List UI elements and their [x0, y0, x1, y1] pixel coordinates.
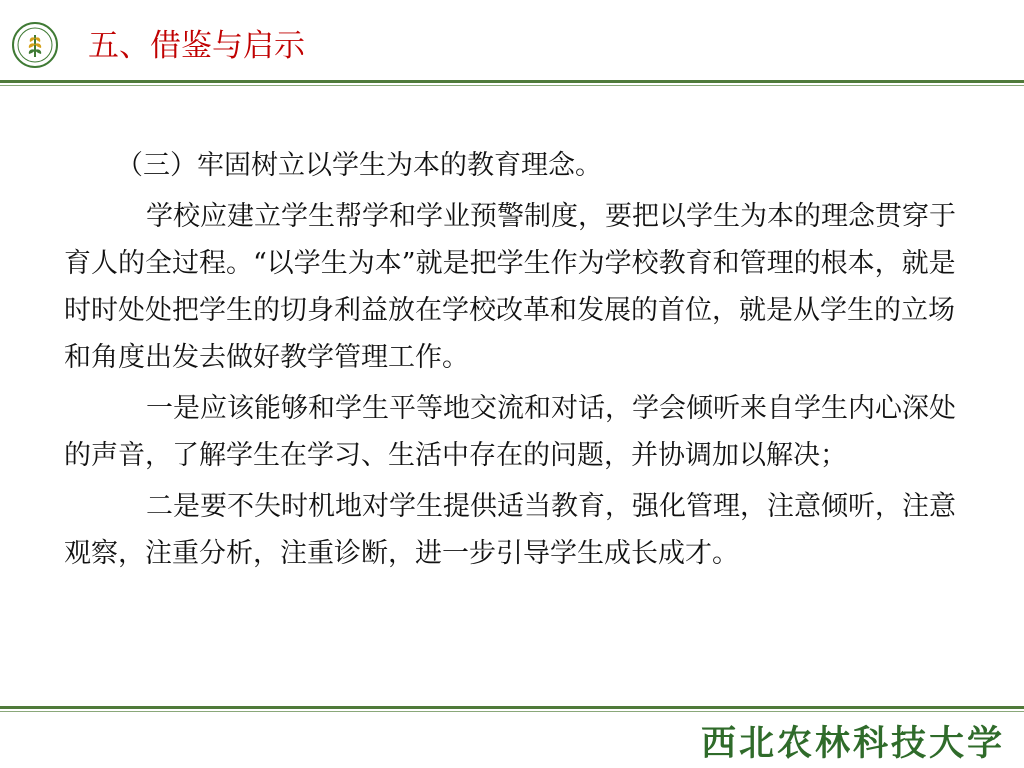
header-divider	[0, 80, 1024, 83]
footer-divider-thin	[0, 711, 1024, 712]
footer-divider	[0, 706, 1024, 709]
slide-body	[64, 142, 964, 581]
section-heading: （三）牢固树立以学生为本的教育理念。	[116, 150, 602, 181]
university-emblem-icon	[12, 22, 58, 68]
university-name-logotype: 西北农林科技大学	[700, 723, 1005, 764]
paragraph: 二是要不失时机地对学生提供适当教育，强化管理，注意倾听，注意观察，注重分析，注重诊断，进一步引导学生成长成才。	[64, 491, 956, 569]
header-divider-thin	[0, 85, 1024, 86]
paragraph: 学校应建立学生帮学和学业预警制度，要把以学生为本的理念贯穿于育人的全过程。“以学生为本”就是把学生作为学校教育和管理的根本，就是时时处处把学生的切身利益放在学校改革和发展的首位，就是从学生的立场和角度出发去做好教学管理工作。	[64, 201, 956, 373]
paragraph: 一是应该能够和学生平等地交流和对话，学会倾听来自学生内心深处的声音，了解学生在学习、生活中存在的问题，并协调加以解决；	[64, 393, 956, 471]
slide-title: 五、借鉴与启示	[88, 28, 305, 64]
